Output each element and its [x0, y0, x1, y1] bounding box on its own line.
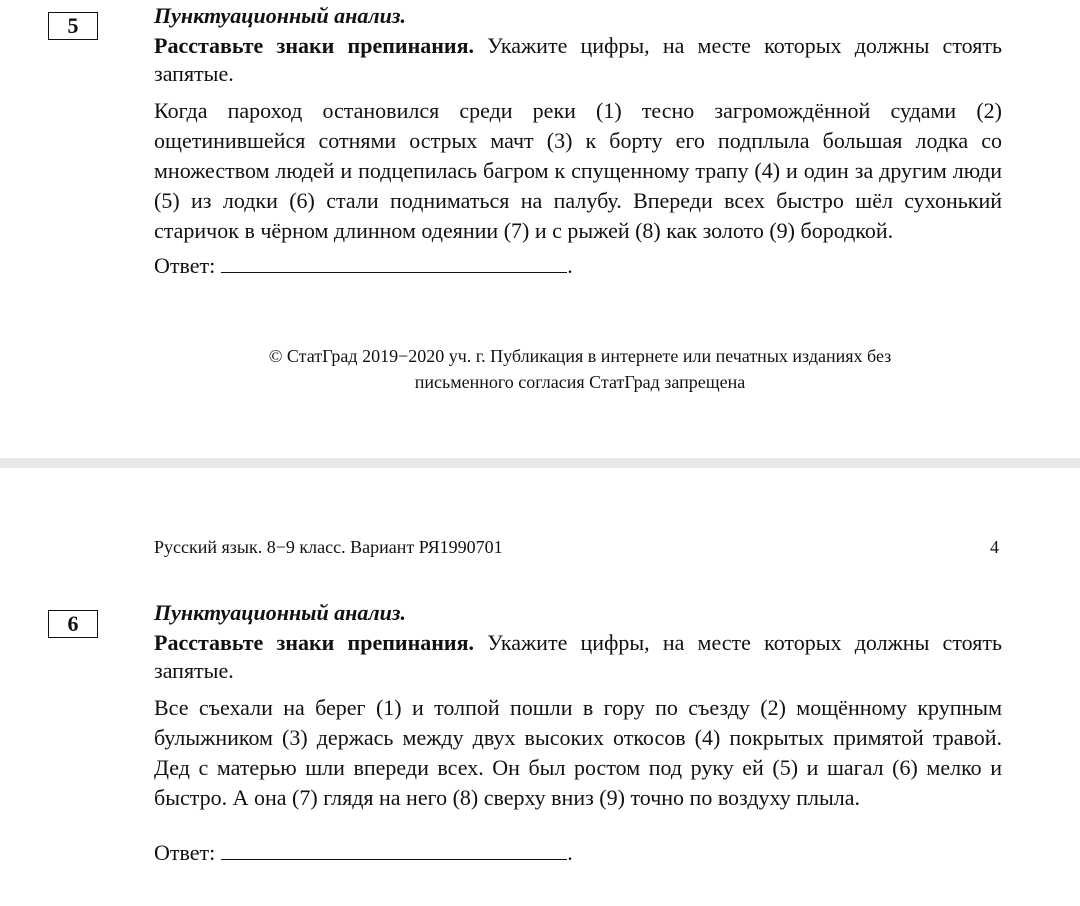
answer-end: .: [567, 253, 573, 278]
task-text: Когда пароход остановился среди реки (1) тесно загромождённой судами (2) ощетинившейся сотнями острых мачт (3) к борту его подплыла большая лодка со множеством людей и подцепилась багром к спущенному трапу (4) и один за другим люди (5) из лодки (6) стали подниматься на палубу. Впереди всех быстро шёл сухонький старичок в чёрном длинном одеянии (7) и с рыжей (8) как золото (9) бородкой.: [154, 98, 1002, 243]
instruction-bold: Расставьте знаки препинания.: [154, 33, 475, 58]
instruction-text: Укажите цифры, на месте которых должны стоять запятые.: [154, 33, 1002, 86]
task-6-content: [154, 601, 1002, 867]
answer-label: Ответ:: [154, 840, 216, 865]
copyright-notice: [150, 343, 1010, 395]
answer-label: Ответ:: [154, 253, 216, 278]
instruction-bold: Расставьте знаки препинания.: [154, 630, 475, 655]
answer-field[interactable]: [221, 841, 567, 860]
answer-row: [154, 839, 1002, 867]
task-instruction: [154, 32, 1002, 88]
page-number: 4: [990, 537, 999, 557]
answer-end: .: [567, 840, 573, 865]
task-title: Пунктуационный анализ.: [154, 3, 407, 28]
task-number-box-5: [48, 12, 98, 40]
answer-row: [154, 252, 1002, 280]
answer-field[interactable]: [221, 254, 567, 273]
page-bottom: [0, 468, 1080, 906]
task-instruction: [154, 629, 1002, 685]
instruction-text: Укажите цифры, на месте которых должны стоять запятые.: [154, 630, 1002, 683]
page-header-title: Русский язык. 8−9 класс. Вариант РЯ1990701: [154, 537, 503, 557]
page-separator: [0, 458, 1080, 468]
task-number-box-6: [48, 610, 98, 638]
task-text: Все съехали на берег (1) и толпой пошли в гору по съезду (2) мощённому крупным булыжником (3) держась между двух высоких откосов (4) покрытых примятой травой. Дед с матерью шли впереди всех. Он был ростом под руку ей (5) и шагал (6) мелко и быстро. А она (7) глядя на него (8) сверху вниз (9) точно по воздуху плыла.: [154, 695, 1002, 810]
copyright-line-2: письменного согласия СтатГрад запрещена: [414, 372, 746, 392]
task-number: 6: [67, 611, 79, 636]
task-5-content: [154, 4, 1002, 280]
task-number: 5: [67, 13, 79, 38]
copyright-line-1: © СтатГрад 2019−2020 уч. г. Публикация в интернете или печатных изданиях без: [268, 346, 892, 366]
task-title: Пунктуационный анализ.: [154, 600, 407, 625]
